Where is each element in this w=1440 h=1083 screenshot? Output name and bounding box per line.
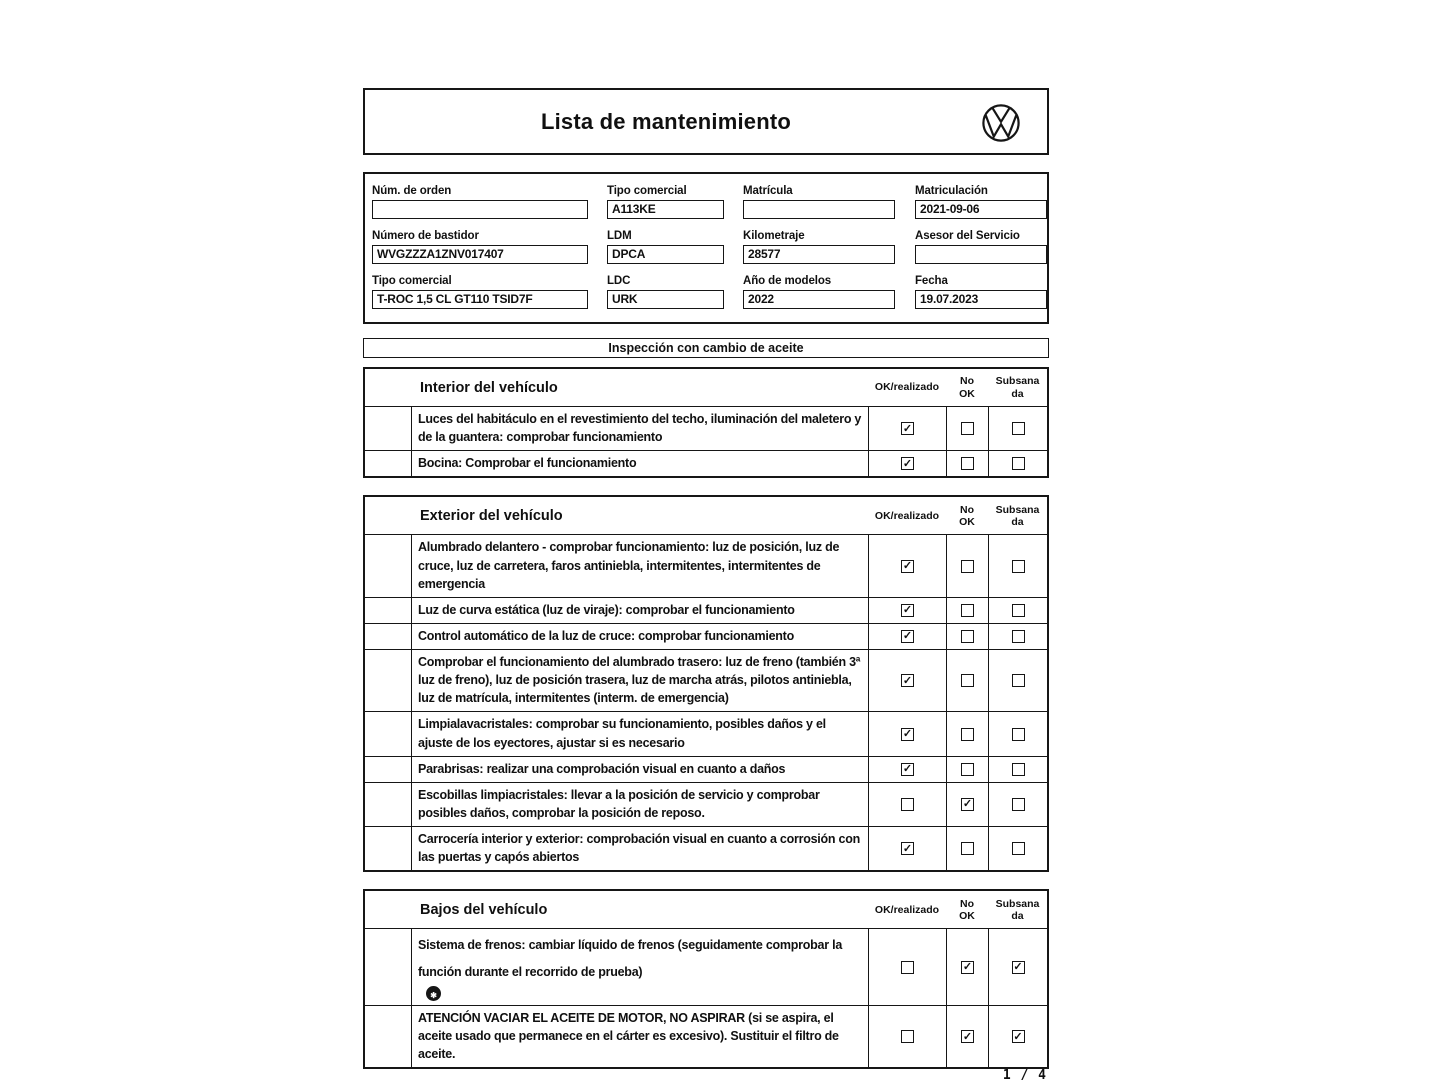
- table-row: [365, 534, 1047, 596]
- task-description: Bocina: Comprobar el funcionamiento: [411, 451, 868, 476]
- checkbox-no-ok[interactable]: [961, 560, 974, 573]
- row-index-cell: [365, 407, 411, 450]
- row-index-cell: [365, 451, 411, 476]
- checkbox-subsanada[interactable]: [1012, 798, 1025, 811]
- model-year-label: Año de modelos: [743, 275, 832, 287]
- table-row: [365, 623, 1047, 649]
- checkbox-ok[interactable]: [901, 604, 914, 617]
- table-row: [365, 826, 1047, 870]
- mileage-label: Kilometraje: [743, 230, 805, 242]
- checkbox-ok[interactable]: [901, 842, 914, 855]
- task-description: Control automático de la luz de cruce: comprobar funcionamiento: [411, 624, 868, 649]
- table-row: [365, 928, 1047, 1005]
- order-number-label: Núm. de orden: [372, 185, 452, 197]
- table-row: [365, 756, 1047, 782]
- checkbox-ok[interactable]: [901, 560, 914, 573]
- row-index-cell: [365, 783, 411, 826]
- row-index-cell: [365, 757, 411, 782]
- ldm-label: LDM: [607, 230, 632, 242]
- commercial-type2-label: Tipo comercial: [372, 275, 452, 287]
- checkbox-ok[interactable]: [901, 728, 914, 741]
- checkbox-subsanada[interactable]: [1012, 560, 1025, 573]
- column-header-subsanada: Subsanada: [995, 897, 1040, 922]
- checkbox-subsanada[interactable]: [1012, 630, 1025, 643]
- column-header-ok: OK/realizado: [874, 381, 940, 394]
- row-index-cell: [365, 598, 411, 623]
- model-year-input[interactable]: 2022: [743, 290, 895, 309]
- checkbox-no-ok[interactable]: [961, 674, 974, 687]
- column-header-no-ok: No OK: [959, 375, 975, 400]
- table-row: [365, 450, 1047, 476]
- table-row: [365, 711, 1047, 755]
- interior-table: [363, 367, 1049, 478]
- row-index-cell: [365, 624, 411, 649]
- ldc-label: LDC: [607, 275, 631, 287]
- ldc-input[interactable]: URK: [607, 290, 724, 309]
- table-row: [365, 1005, 1047, 1067]
- section-title-exterior: Exterior del vehículo: [420, 507, 563, 524]
- checkbox-no-ok[interactable]: [961, 728, 974, 741]
- form-row: [365, 230, 1047, 264]
- checkbox-no-ok[interactable]: [961, 604, 974, 617]
- table-row: [365, 597, 1047, 623]
- page-title: Lista de mantenimiento: [540, 108, 792, 134]
- column-header-no-ok: No OK: [959, 503, 975, 528]
- row-index-cell: [365, 535, 411, 596]
- checkbox-ok[interactable]: [901, 674, 914, 687]
- document-header: [363, 88, 1049, 155]
- checkbox-subsanada[interactable]: [1012, 604, 1025, 617]
- checkbox-no-ok[interactable]: [961, 961, 974, 974]
- vehicle-info-form: [363, 172, 1049, 324]
- checkbox-no-ok[interactable]: [961, 422, 974, 435]
- column-header-subsanada: Subsanada: [995, 375, 1040, 400]
- task-description: Sistema de frenos: cambiar líquido de frenos (seguidamente comprobar la función durante el recorrido de prueba) ✱: [411, 929, 868, 1005]
- column-header-subsanada: Subsanada: [995, 503, 1040, 528]
- checkbox-no-ok[interactable]: [961, 798, 974, 811]
- row-index-cell: [365, 712, 411, 755]
- brake-fluid-footnote-icon: [426, 986, 441, 1001]
- task-description: Comprobar el funcionamiento del alumbrado trasero: luz de freno (también 3ª luz de freno), luz de posición trasera, luz de marcha atrás, pilotos antiniebla, luz de matrícula, intermitentes (interm. de emergencia): [411, 650, 868, 711]
- task-description: Escobillas limpiacristales: llevar a la posición de servicio y comprobar posibles daños, comprobar la posición de reposo.: [411, 783, 868, 826]
- table-row: [365, 406, 1047, 450]
- checkbox-ok[interactable]: [901, 422, 914, 435]
- checkbox-no-ok[interactable]: [961, 457, 974, 470]
- checkbox-subsanada[interactable]: [1012, 763, 1025, 776]
- checkbox-ok[interactable]: [901, 798, 914, 811]
- checkbox-no-ok[interactable]: [961, 763, 974, 776]
- checkbox-subsanada[interactable]: [1012, 457, 1025, 470]
- checkbox-ok[interactable]: [901, 630, 914, 643]
- checkbox-ok[interactable]: [901, 961, 914, 974]
- checkbox-subsanada[interactable]: [1012, 674, 1025, 687]
- ldm-input[interactable]: DPCA: [607, 245, 724, 264]
- page-indicator: 1 / 4: [1002, 1068, 1047, 1083]
- column-header-ok: OK/realizado: [874, 903, 940, 916]
- checkbox-ok[interactable]: [901, 763, 914, 776]
- table-row: [365, 649, 1047, 711]
- underbody-table: [363, 889, 1049, 1069]
- task-description: Parabrisas: realizar una comprobación visual en cuanto a daños: [411, 757, 868, 782]
- checkbox-no-ok[interactable]: [961, 1030, 974, 1043]
- task-description: Carrocería interior y exterior: comprobación visual en cuanto a corrosión con las puertas y capós abiertos: [411, 827, 868, 870]
- commercial-type2-input[interactable]: T-ROC 1,5 CL GT110 TSID7F: [372, 290, 588, 309]
- form-row: [365, 275, 1047, 309]
- row-index-cell: [365, 827, 411, 870]
- license-plate-label: Matrícula: [743, 185, 793, 197]
- row-index-cell: [365, 650, 411, 711]
- column-header-ok: OK/realizado: [874, 509, 940, 522]
- row-index-cell: [365, 929, 411, 1005]
- checkbox-subsanada[interactable]: [1012, 728, 1025, 741]
- task-description: ATENCIÓN VACIAR EL ACEITE DE MOTOR, NO ASPIRAR (si se aspira, el aceite usado que permanece en el cárter es excesivo). Sustituir el filtro de aceite.: [411, 1006, 868, 1067]
- task-description: Luz de curva estática (luz de viraje): comprobar el funcionamiento: [411, 598, 868, 623]
- checkbox-no-ok[interactable]: [961, 842, 974, 855]
- checkbox-no-ok[interactable]: [961, 630, 974, 643]
- checkbox-subsanada[interactable]: [1012, 842, 1025, 855]
- checkbox-ok[interactable]: [901, 1030, 914, 1043]
- task-description: Limpialavacristales: comprobar su funcionamiento, posibles daños y el ajuste de los eyectores, ajustar si es necesario: [411, 712, 868, 755]
- inspection-banner: Inspección con cambio de aceite: [363, 338, 1049, 358]
- column-header-no-ok: No OK: [959, 897, 975, 922]
- section-title-underbody: Bajos del vehículo: [420, 901, 548, 918]
- maintenance-document: [363, 88, 1049, 1083]
- checkbox-subsanada[interactable]: [1012, 422, 1025, 435]
- form-row: [365, 185, 1047, 219]
- service-advisor-input[interactable]: [915, 245, 1047, 264]
- checkbox-ok[interactable]: [901, 457, 914, 470]
- task-description: Alumbrado delantero - comprobar funcionamiento: luz de posición, luz de cruce, luz de carretera, faros antiniebla, intermitentes, intermitentes de emergencia: [411, 535, 868, 596]
- registration-date-input[interactable]: 2021-09-06: [915, 200, 1047, 219]
- service-advisor-label: Asesor del Servicio: [915, 230, 1020, 242]
- checkbox-subsanada[interactable]: [1012, 1030, 1025, 1043]
- registration-date-label: Matriculación: [915, 185, 988, 197]
- task-description: Luces del habitáculo en el revestimiento del techo, iluminación del maletero y de la guantera: comprobar funcionamiento: [411, 407, 868, 450]
- license-plate-input[interactable]: [743, 200, 895, 219]
- table-row: [365, 782, 1047, 826]
- date-label: Fecha: [915, 275, 948, 287]
- vin-input[interactable]: WVGZZZA1ZNV017407: [372, 245, 588, 264]
- mileage-input[interactable]: 28577: [743, 245, 895, 264]
- exterior-table: [363, 495, 1049, 872]
- checkbox-subsanada[interactable]: [1012, 961, 1025, 974]
- vw-logo-icon: [981, 103, 1021, 143]
- commercial-type-input[interactable]: A113KE: [607, 200, 724, 219]
- commercial-type-label: Tipo comercial: [607, 185, 687, 197]
- section-title-interior: Interior del vehículo: [420, 379, 558, 396]
- row-index-cell: [365, 1006, 411, 1067]
- order-number-input[interactable]: [372, 200, 588, 219]
- date-input[interactable]: 19.07.2023: [915, 290, 1047, 309]
- vin-label: Número de bastidor: [372, 230, 479, 242]
